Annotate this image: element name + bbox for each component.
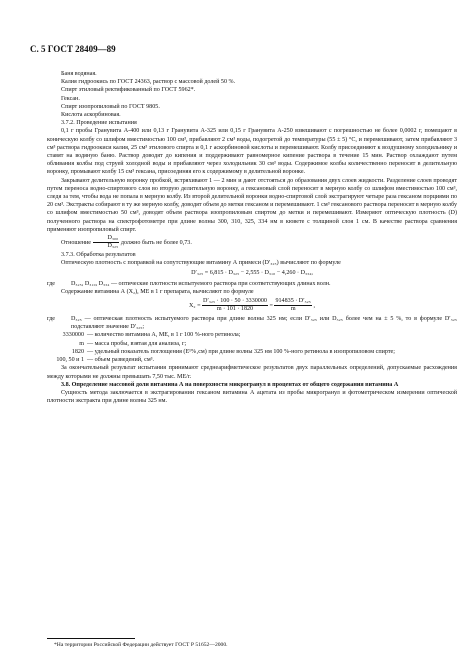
section-heading: 3.7.2. Проведение испытания bbox=[61, 120, 137, 127]
definition-text: — количество витамина А, МЕ, в 1 г 100 %-ного ретинола; bbox=[87, 332, 241, 339]
fraction-denominator: m bbox=[290, 306, 296, 313]
ratio-intro: Отношение bbox=[61, 239, 91, 246]
paragraph: Сущность метода заключается в экстрагировании гексаном витамина А ацетата из пробы микрогранул и фотометрическом измерении оптической плотности экстракта при длине волны 325 нм. bbox=[47, 389, 457, 405]
definition-term: m bbox=[79, 340, 84, 347]
formula-fraction-1 bbox=[202, 298, 268, 313]
formula-end: , bbox=[313, 302, 315, 309]
formula-corrected-density: D′₃₂₅ = 6,815 · D₃₂₅ − 2,555 · D₃₁₀ − 4,260 · D₃₃₄, bbox=[191, 270, 313, 277]
footnote-divider bbox=[47, 638, 135, 639]
ratio-tail: должно быть не более 0,73. bbox=[120, 239, 192, 246]
where-text: D₃₂₅ — оптическая плотность испытуемого раствора при длине волны 325 нм; если D′₃₂₅ или D₃₂₅ более чем на ± 5 %, то в формуле D′₃₂₅ подставляют значение D′₃₂₅; bbox=[71, 316, 457, 331]
ratio-numerator: D₃₀₀ bbox=[93, 235, 120, 243]
ratio-fraction bbox=[93, 235, 120, 250]
definition-text: — масса пробы, взятая для анализа, г; bbox=[87, 340, 187, 347]
definition-term: 1820 bbox=[71, 348, 84, 355]
where-text: D₃₂₅, D₃₁₀, D₃₃₄ — оптические плотности испытуемого раствора при соответствующих длинах волн. bbox=[71, 280, 331, 287]
page-header: С. 5 ГОСТ 28409—89 bbox=[30, 44, 116, 54]
footnote: *На территории Российской Федерации действует ГОСТ Р 51652—2000. bbox=[54, 642, 228, 648]
formula-vitamin-content bbox=[47, 298, 457, 313]
definition-text: — объем разведений, см³. bbox=[87, 357, 155, 364]
reagent-item: Калия гидроокись по ГОСТ 24363, раствор с массовой долей 50 %. bbox=[61, 79, 236, 86]
ratio-denominator: D₃₂₅ bbox=[107, 243, 119, 250]
reagent-item: Спирт этиловый ректификованный по ГОСТ 5962*. bbox=[61, 87, 196, 94]
definition-term: 3330000 bbox=[62, 332, 84, 339]
section-heading: 3.7.3. Обработка результатов bbox=[61, 252, 136, 259]
reagent-item: Баня водяная. bbox=[61, 71, 97, 77]
where-block bbox=[47, 280, 457, 288]
formula-lhs: X₂ = bbox=[189, 302, 201, 309]
paragraph: Содержание витамина А (X₂), МЕ в 1 г препарата, вычисляют по формуле bbox=[61, 288, 254, 295]
definitions-list bbox=[47, 331, 457, 364]
fraction-denominator: m · 101 · 1820 bbox=[216, 306, 254, 313]
paragraph: Оптическую плотность с поправкой на сопутствующие витамину А примеси (D′₃₂₅) вычисляют по формуле bbox=[61, 260, 341, 267]
fraction-numerator: D′₃₂₅ · 100 · 50 · 3330000 bbox=[203, 298, 267, 305]
reagent-item: Гексан. bbox=[61, 95, 80, 102]
reagent-item: Кислота аскорбиновая. bbox=[61, 112, 121, 119]
document-body bbox=[47, 70, 457, 405]
ratio-line bbox=[47, 235, 457, 250]
definition-text: — удельный показатель поглощения (E¹%₁см) при длине волны 325 нм 100 %-ного ретинола в изопропиловом спирте; bbox=[87, 348, 395, 355]
where-label: где bbox=[47, 316, 56, 323]
where-block bbox=[47, 315, 457, 331]
formula-fraction-2 bbox=[274, 298, 311, 313]
section-heading: 3.8. Определение массовой доли витамина А на поверхности микрогранул в процентах от общего содержания витамина А bbox=[61, 381, 399, 388]
paragraph: 0,1 г пробы Гранувита А-400 или 0,13 г Гранувита А-325 или 0,15 г Гранувита А-250 взвешивают с погрешностью не более 0,0002 г, помещают в коническую колбу со шлифом вместимостью 100 см³, прибавляют 2 см³ воды, подогретой до температуры (55 ± 5) °С, и перемешивают, затем прибавляют 3 см³ раствора гидроокиси калия, 25 см³ этилового спирта и 0,1 г аскорбиновой кислоты и перемешивают. Колбу присоединяют к воздушному холодильнику и ставят на водяную баню. Раствор доводят до кипения и поддерживают равномерное кипение раствора в течение 15 мин. Раствор охлаждают путем обливания колбы под струей холодной воды и прибавляют через холодильник 30 см³ воды. Содержимое колбы количественно переносят в делительную воронку, промывают колбу 15 см³ гексана, присоединяя его к содержимому в делительной воронке. bbox=[47, 128, 457, 176]
definition-term: 100, 50 и 1 bbox=[56, 357, 84, 364]
reagent-item: Спирт изопропиловый по ГОСТ 9805. bbox=[61, 103, 160, 110]
fraction-numerator: 914835 · D′₃₂₅ bbox=[275, 298, 311, 305]
where-label: где bbox=[47, 280, 56, 287]
paragraph: За окончательный результат испытания принимают среднеарифметическое результатов двух параллельных определений, допускаемые расхождения между которыми не должны превышать 7,50 тыс. МЕ/г. bbox=[47, 365, 457, 380]
formula-equals: = bbox=[269, 302, 273, 309]
paragraph: Закрывают делительную воронку пробкой, встряхивают 1 — 2 мин и дают отстояться до образования двух слоев жидкости. Разделение слоев проводят путем переноса водно-спиртового слоя во вторую делительную воронку, а гексановый слой переносят в мерную колбу со шлифом вместимостью 100 см³, следя за тем, чтобы вода не попала в мерную колбу. Из второй делительной воронки водно-спиртовой слой экстрагируют четыре раза гексаном порциями по 20 см³. Экстракты собирают в ту же мерную колбу, доводят объем до метки гексаном и перемешивают. 1 см³ гексанового раствора переносят в мерную колбу со шлифом вместимостью 50 см³, доводят объем раствора изопропиловым спиртом до метки и перемешивают. Измеряют оптическую плотность (D) полученного раствора на спектрофотометре при длине волны 300, 310, 325, 334 нм в кювете с толщиной слоя 1 см. В качестве раствора сравнения применяют изопропиловый спирт. bbox=[47, 177, 457, 233]
